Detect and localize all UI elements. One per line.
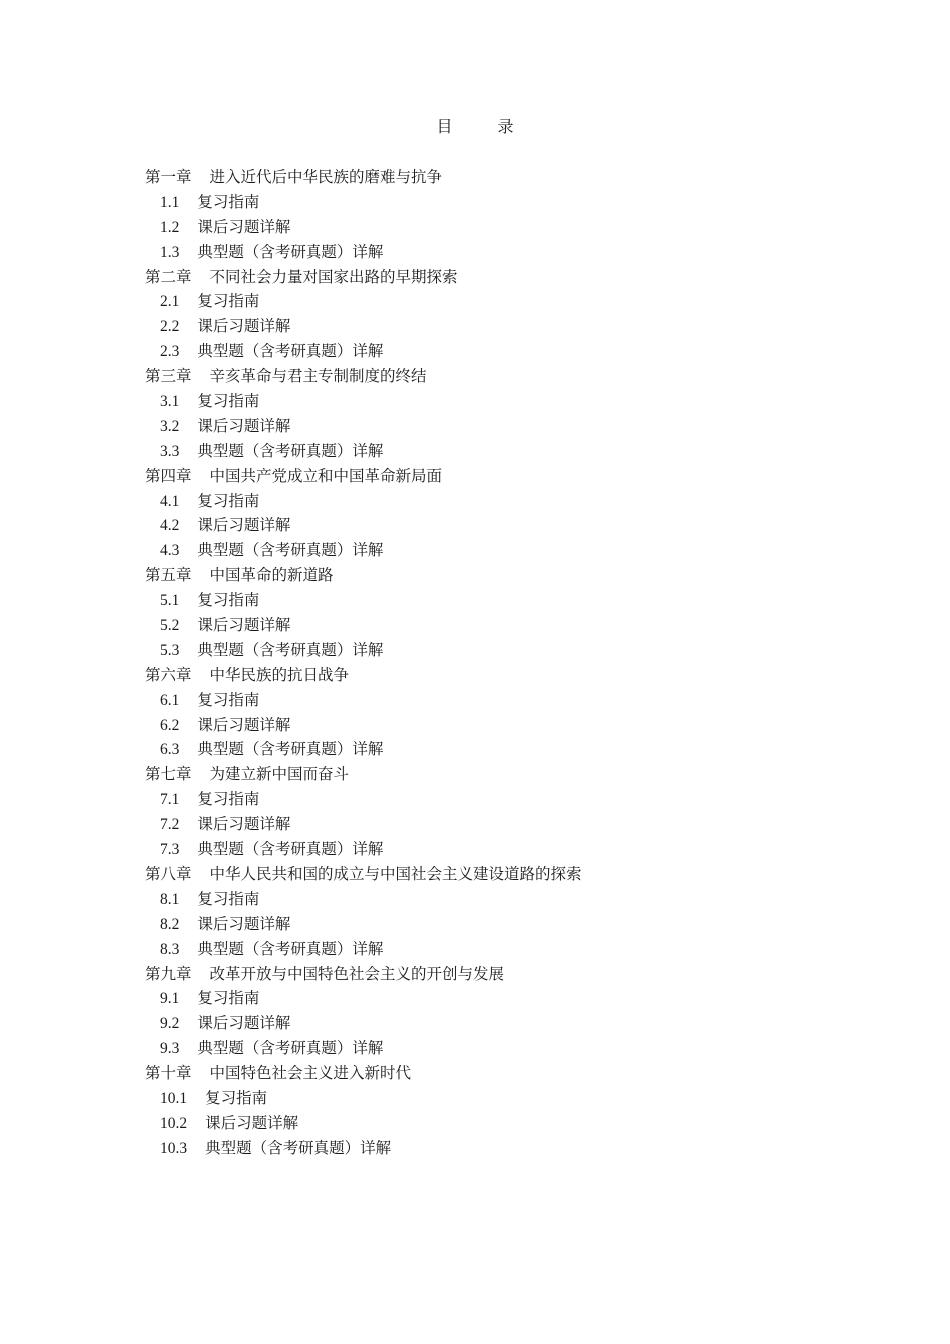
toc-section-entry[interactable] <box>145 538 845 563</box>
toc-chapter-entry[interactable] <box>145 663 845 688</box>
section-number: 6.3 <box>160 741 180 759</box>
section-number: 9.1 <box>160 990 180 1008</box>
chapter-3 <box>145 364 845 464</box>
section-number: 1.3 <box>160 243 180 261</box>
section-title: 课后习题详解 <box>197 616 291 635</box>
toc-section-entry[interactable] <box>145 389 845 414</box>
section-title: 课后习题详解 <box>197 317 291 336</box>
section-title: 课后习题详解 <box>197 815 291 834</box>
section-title: 课后习题详解 <box>197 715 291 734</box>
chapter-10 <box>145 1061 845 1161</box>
section-title: 复习指南 <box>197 591 260 610</box>
section-title: 课后习题详解 <box>197 914 291 933</box>
toc-section-entry[interactable] <box>145 414 845 439</box>
toc-chapter-entry[interactable] <box>145 563 845 588</box>
chapter-8 <box>145 862 845 962</box>
chapter-title: 改革开放与中国特色社会主义的开创与发展 <box>209 964 505 983</box>
section-title: 复习指南 <box>197 889 260 908</box>
toc-section-entry[interactable] <box>145 215 845 240</box>
section-number: 3.3 <box>160 442 180 460</box>
toc-chapter-entry[interactable] <box>145 165 845 190</box>
section-number: 3.2 <box>160 417 180 435</box>
toc-section-entry[interactable] <box>145 1011 845 1036</box>
chapter-title: 为建立新中国而奋斗 <box>209 765 350 784</box>
toc-section-entry[interactable] <box>145 588 845 613</box>
section-number: 10.2 <box>160 1114 188 1132</box>
toc-section-entry[interactable] <box>145 489 845 514</box>
toc-chapter-entry[interactable] <box>145 762 845 787</box>
section-title: 典型题（含考研真题）详解 <box>197 342 384 361</box>
chapter-number: 第六章 <box>145 665 192 684</box>
section-title: 典型题（含考研真题）详解 <box>197 740 384 759</box>
page-title: 目 录 <box>436 117 534 136</box>
chapter-5 <box>145 563 845 663</box>
section-title: 复习指南 <box>205 1088 268 1107</box>
toc-section-entry[interactable] <box>145 688 845 713</box>
toc-section-entry[interactable] <box>145 439 845 464</box>
section-number: 7.2 <box>160 816 180 834</box>
toc-section-entry[interactable] <box>145 837 845 862</box>
toc-section-entry[interactable] <box>145 1136 845 1161</box>
chapter-title: 中国共产党成立和中国革命新局面 <box>209 466 443 485</box>
section-number: 3.1 <box>160 393 180 411</box>
chapter-number: 第七章 <box>145 765 192 784</box>
section-title: 复习指南 <box>197 292 260 311</box>
section-title: 复习指南 <box>197 392 260 411</box>
section-title: 复习指南 <box>197 491 260 510</box>
chapter-number: 第八章 <box>145 864 192 883</box>
toc-section-entry[interactable] <box>145 887 845 912</box>
section-number: 5.2 <box>160 617 180 635</box>
section-number: 4.1 <box>160 492 180 510</box>
toc-section-entry[interactable] <box>145 289 845 314</box>
chapter-number: 第五章 <box>145 566 192 585</box>
toc-chapter-entry[interactable] <box>145 364 845 389</box>
section-number: 2.2 <box>160 318 180 336</box>
section-title: 课后习题详解 <box>197 516 291 535</box>
toc-section-entry[interactable] <box>145 240 845 265</box>
section-title: 典型题（含考研真题）详解 <box>205 1138 392 1157</box>
chapter-number: 第三章 <box>145 367 192 386</box>
table-of-contents <box>145 165 845 1161</box>
chapter-title: 辛亥革命与君主专制制度的终结 <box>209 367 427 386</box>
toc-section-entry[interactable] <box>145 1111 845 1136</box>
chapter-title: 中国特色社会主义进入新时代 <box>209 1064 412 1083</box>
section-title: 典型题（含考研真题）详解 <box>197 840 384 859</box>
section-number: 1.2 <box>160 218 180 236</box>
toc-section-entry[interactable] <box>145 812 845 837</box>
chapter-number: 第二章 <box>145 267 192 286</box>
section-title: 典型题（含考研真题）详解 <box>197 939 384 958</box>
toc-section-entry[interactable] <box>145 912 845 937</box>
toc-chapter-entry[interactable] <box>145 862 845 887</box>
section-title: 典型题（含考研真题）详解 <box>197 541 384 560</box>
chapter-4 <box>145 464 845 564</box>
chapter-number: 第十章 <box>145 1064 192 1083</box>
chapter-1 <box>145 165 845 265</box>
section-number: 8.1 <box>160 890 180 908</box>
section-number: 8.2 <box>160 915 180 933</box>
chapter-title: 中华民族的抗日战争 <box>209 665 350 684</box>
toc-chapter-entry[interactable] <box>145 464 845 489</box>
section-number: 6.2 <box>160 716 180 734</box>
toc-section-entry[interactable] <box>145 1036 845 1061</box>
toc-section-entry[interactable] <box>145 339 845 364</box>
section-title: 复习指南 <box>197 192 260 211</box>
chapter-number: 第一章 <box>145 168 192 186</box>
chapter-title: 中华人民共和国的成立与中国社会主义建设道路的探索 <box>209 864 582 883</box>
chapter-title: 中国革命的新道路 <box>209 566 334 585</box>
section-number: 2.1 <box>160 293 180 311</box>
toc-section-entry[interactable] <box>145 190 845 215</box>
chapter-title: 不同社会力量对国家出路的早期探索 <box>209 267 458 286</box>
section-number: 7.1 <box>160 791 180 809</box>
toc-section-entry[interactable] <box>145 513 845 538</box>
section-number: 9.2 <box>160 1015 180 1033</box>
section-title: 典型题（含考研真题）详解 <box>197 242 384 261</box>
section-number: 6.1 <box>160 691 180 709</box>
toc-section-entry[interactable] <box>145 638 845 663</box>
chapter-title: 进入近代后中华民族的磨难与抗争 <box>209 168 443 186</box>
section-title: 典型题（含考研真题）详解 <box>197 1039 384 1058</box>
section-title: 复习指南 <box>197 989 260 1008</box>
chapter-7 <box>145 762 845 862</box>
section-number: 7.3 <box>160 841 180 859</box>
chapter-9 <box>145 962 845 1062</box>
toc-chapter-entry[interactable] <box>145 1061 845 1086</box>
section-number: 5.3 <box>160 641 180 659</box>
section-title: 课后习题详解 <box>205 1113 299 1132</box>
section-title: 课后习题详解 <box>197 217 291 236</box>
section-number: 10.3 <box>160 1139 188 1157</box>
section-title: 典型题（含考研真题）详解 <box>197 441 384 460</box>
section-number: 4.2 <box>160 517 180 535</box>
toc-section-entry[interactable] <box>145 937 845 962</box>
toc-section-entry[interactable] <box>145 613 845 638</box>
toc-section-entry[interactable] <box>145 314 845 339</box>
section-title: 典型题（含考研真题）详解 <box>197 640 384 659</box>
section-number: 10.1 <box>160 1089 188 1107</box>
section-title: 复习指南 <box>197 790 260 809</box>
section-number: 8.3 <box>160 940 180 958</box>
section-number: 4.3 <box>160 542 180 560</box>
chapter-2 <box>145 265 845 365</box>
toc-chapter-entry[interactable] <box>145 962 845 987</box>
section-title: 课后习题详解 <box>197 416 291 435</box>
section-number: 1.1 <box>160 193 180 211</box>
chapter-number: 第四章 <box>145 466 192 485</box>
section-title: 复习指南 <box>197 690 260 709</box>
section-number: 5.1 <box>160 592 180 610</box>
toc-section-entry[interactable] <box>145 713 845 738</box>
toc-section-entry[interactable] <box>145 1086 845 1111</box>
toc-section-entry[interactable] <box>145 737 845 762</box>
toc-section-entry[interactable] <box>145 986 845 1011</box>
chapter-number: 第九章 <box>145 964 192 983</box>
chapter-6 <box>145 663 845 763</box>
toc-chapter-entry[interactable] <box>145 265 845 290</box>
section-title: 课后习题详解 <box>197 1014 291 1033</box>
toc-section-entry[interactable] <box>145 787 845 812</box>
section-number: 2.3 <box>160 343 180 361</box>
section-number: 9.3 <box>160 1040 180 1058</box>
